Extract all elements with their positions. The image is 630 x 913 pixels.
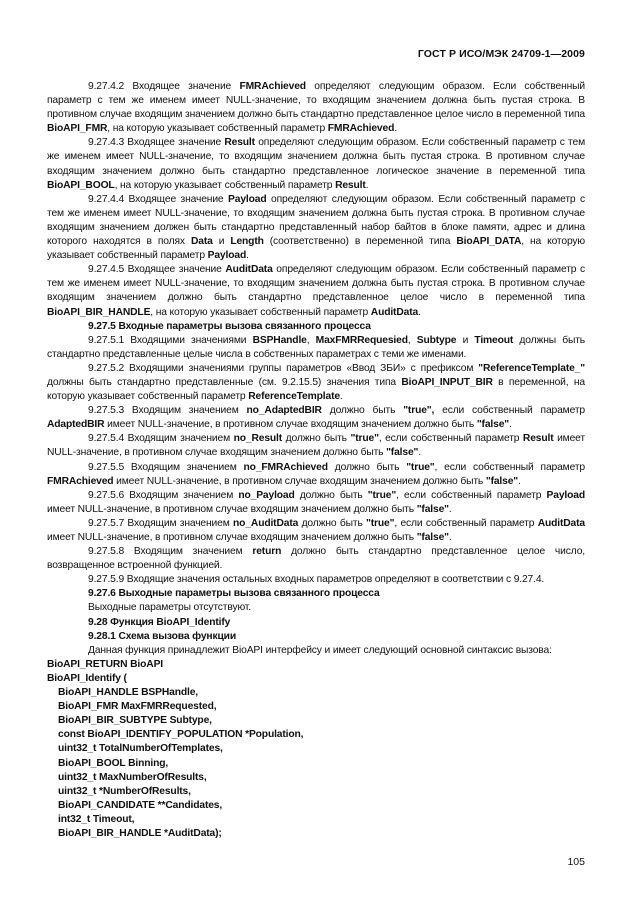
bold-text: AdaptedBIR xyxy=(47,419,105,431)
code-param-line: uint32_t *NumberOfResults, xyxy=(58,785,191,797)
text-run: 9.27.5.1 Входящими значениями xyxy=(88,334,253,346)
code-param-line: BioAPI_HANDLE BSPHandle, xyxy=(58,687,199,699)
bold-text: "true", xyxy=(403,405,435,417)
bold-text: "true" xyxy=(350,433,379,445)
paragraph xyxy=(47,545,585,573)
text-run: 9.27.5.7 Входящим значением xyxy=(88,517,234,529)
text-run: , если собственный параметр xyxy=(434,461,585,473)
paragraph xyxy=(47,630,585,644)
text-run: имеет NULL-значение, в противном случае входящим значением должно быть xyxy=(47,503,417,515)
text-run: и xyxy=(456,334,475,346)
code-param-line: BioAPI_BIR_HANDLE *AuditData); xyxy=(58,827,222,839)
text-run: Выходные параметры отсутствуют. xyxy=(88,602,251,614)
bold-text: Payload xyxy=(546,489,585,501)
text-run: . xyxy=(518,475,521,487)
text-run: определяют следующим образом. Если собственный параметр с тем же именем имеет NULL-значение, то входящим значением должна быть пустая строка. В противном случае входящим значением должно быть стандартно представленное целое число в переменной типа xyxy=(47,264,586,304)
bold-text: Result xyxy=(224,137,255,149)
paragraph xyxy=(47,432,585,460)
text-run: если собственный параметр xyxy=(434,405,585,417)
text-run: , xyxy=(407,334,417,346)
paragraph xyxy=(47,587,585,601)
text-run: имеет NULL-значение, в противном случае входящим значением должно быть xyxy=(47,433,585,459)
paragraph xyxy=(47,263,585,319)
paragraph xyxy=(47,517,585,545)
text-run: должно быть xyxy=(294,489,368,501)
paragraph xyxy=(47,80,585,136)
bold-text: "false" xyxy=(386,447,419,459)
text-run: . xyxy=(509,419,512,431)
bold-text: 9.27.6 Выходные параметры вызова связанного процесса xyxy=(88,588,380,600)
paragraph xyxy=(47,573,585,587)
text-run: 9.27.5.3 Входящим значением xyxy=(88,405,247,417)
text-run: должно быть xyxy=(298,517,367,529)
code-block xyxy=(47,658,585,841)
paragraph xyxy=(47,461,585,489)
paragraph xyxy=(47,644,585,658)
paragraph xyxy=(47,334,585,362)
bold-text: no_AdaptedBIR xyxy=(246,405,322,417)
text-run: , если собственный параметр xyxy=(378,433,523,445)
bold-text: BioAPI_DATA xyxy=(456,236,522,248)
text-run: . xyxy=(339,391,343,403)
text-run: определяют следующим образом. Если собственный параметр с тем же именем имеет NULL-значение, то входящим значением должна быть пустая строка. В противном случае входящим значением должно быть стандартно представленное целое число в переменной типа xyxy=(47,81,586,121)
text-run: . xyxy=(448,503,452,515)
text-run: в переменной, на которую указывает собственный параметр xyxy=(47,376,585,403)
bold-text: no_Result xyxy=(233,433,283,445)
paragraph xyxy=(47,320,585,334)
bold-text: "false" xyxy=(476,419,510,431)
text-run: , если собственный параметр xyxy=(394,517,538,529)
bold-text: "true" xyxy=(366,517,395,529)
bold-text: Length xyxy=(230,236,264,248)
text-run: должно быть xyxy=(321,405,404,417)
bold-text: 9.28 Функция BioAPI_Identify xyxy=(88,616,231,628)
paragraph xyxy=(47,601,585,615)
text-run: . xyxy=(418,447,421,459)
code-params xyxy=(47,686,585,841)
bold-text: AuditData xyxy=(370,306,419,318)
bold-text: Payload xyxy=(207,250,247,262)
text-run: имеет NULL-значение, в противном случае входящим значением должно быть xyxy=(47,532,417,543)
bold-text: Result xyxy=(522,433,554,445)
bold-text: Subtype xyxy=(416,334,457,346)
bold-text: 9.28.1 Схема вызова функции xyxy=(88,630,237,642)
text-run: . xyxy=(394,123,397,135)
bold-text: MaxFMRRequesied xyxy=(315,334,408,346)
bold-text: ReferenceTemplate xyxy=(248,391,340,403)
code-param-line: int32_t Timeout, xyxy=(58,813,135,825)
code-param-line: BioAPI_BOOL Binning, xyxy=(58,757,169,769)
text-run: . xyxy=(418,306,421,318)
paragraph-list xyxy=(47,80,585,658)
bold-text: Data xyxy=(190,236,213,248)
code-param-line: const BioAPI_IDENTIFY_POPULATION *Population, xyxy=(58,729,304,741)
code-param-line: uint32_t TotalNumberOfTemplates, xyxy=(58,743,223,755)
text-run: , на которую указывает собственный параметр xyxy=(150,306,371,318)
bold-text: FMRAchieved xyxy=(47,475,114,487)
text-run: должны быть стандартно представленные (см. 9.2.15.5) значения типа xyxy=(47,376,402,388)
page-number: 105 xyxy=(567,856,585,868)
text-run: 9.27.4.3 Входящее значение xyxy=(88,137,225,149)
code-param-line: BioAPI_FMR MaxFMRRequested, xyxy=(58,701,217,713)
bold-text: return xyxy=(252,546,282,558)
paragraph xyxy=(47,136,585,192)
text-run: 9.27.5.5 Входящим значением xyxy=(88,461,244,473)
paragraph xyxy=(47,362,585,404)
text-run: и xyxy=(212,236,231,248)
bold-text: 9.27.5 Входные параметры вызова связанного процесса xyxy=(88,320,371,332)
bold-text: BSPHandle xyxy=(252,334,307,346)
text-run: определяют следующим образом. Если собственный параметр с тем же именем имеет NULL-значение, то входящим значением должна быть пустая строка. В противном случае входящим значением должен быть стандартно представленный набор байтов в блоке памяти, адрес и длина которого находятся в полях xyxy=(47,193,585,248)
text-run: 9.27.5.8 Входящим значением xyxy=(88,546,253,558)
text-run: (соответственно) в переменной типа xyxy=(263,236,457,248)
bold-text: Payload xyxy=(228,193,267,205)
bold-text: AuditData xyxy=(537,517,585,529)
text-run: . xyxy=(246,250,249,262)
document-page xyxy=(47,0,585,913)
text-run: 9.27.5.2 Входящими значениями группы параметров «Ввод ЗБИ» с префиксом xyxy=(88,362,479,374)
text-run: 9.27.5.4 Входящим значением xyxy=(88,433,234,445)
bold-text: no_FMRAchieved xyxy=(243,461,328,473)
document-body xyxy=(47,80,585,841)
text-run: , на которую указывает собственный параметр xyxy=(47,236,585,262)
code-param-line: BioAPI_BIR_SUBTYPE Subtype, xyxy=(58,715,212,727)
text-run: . xyxy=(365,179,369,191)
code-line: BioAPI_Identify ( xyxy=(47,672,127,684)
bold-text: BioAPI_BIR_HANDLE xyxy=(47,306,151,318)
code-param-line: uint32_t MaxNumberOfResults, xyxy=(58,771,207,783)
text-run: , если собственный параметр xyxy=(396,489,547,501)
bold-text: Timeout xyxy=(474,334,514,346)
text-run: 9.27.4.4 Входящее значение xyxy=(88,193,229,205)
text-run: имеет NULL-значение, в противном случае входящим значением должно быть xyxy=(113,475,486,487)
text-run: должно быть xyxy=(327,461,407,473)
text-run: определяют следующим образом. Если собственный параметр с тем же именем имеет NULL-значение, то входящим значением должна быть пустая строка. В противном случае входящим значением должно быть стандартно представленное логическое значение в переменной типа xyxy=(47,137,586,177)
text-run: должно быть xyxy=(282,433,351,445)
text-run: Данная функция принадлежит BioAPI интерфейсу и имеет следующий основной синтаксис вызова: xyxy=(88,644,552,656)
text-run: , xyxy=(306,334,316,346)
bold-text: "true" xyxy=(367,489,397,501)
bold-text: "false" xyxy=(416,532,449,543)
text-run: . xyxy=(448,532,452,543)
text-run: 9.27.5.9 Входящие значения остальных входных параметров определяют в соответствии с 9.27.4. xyxy=(88,574,545,586)
text-run: , на которую указывает собственный параметр xyxy=(114,179,336,191)
bold-text: no_AuditData xyxy=(233,517,299,529)
bold-text: no_Payload xyxy=(238,489,295,501)
paragraph xyxy=(47,404,585,432)
text-run: должно быть стандартно представленное целое число, возвращенное встроенной функцией. xyxy=(47,546,585,572)
bold-text: "true" xyxy=(406,461,435,473)
bold-text: FMRAchieved xyxy=(327,123,395,135)
bold-text: AuditData xyxy=(225,264,273,276)
paragraph xyxy=(47,489,585,517)
bold-text: BioAPI_BOOL xyxy=(47,179,115,191)
text-run: 9.27.4.5 Входящее значение xyxy=(88,264,226,276)
text-run: 9.27.5.6 Входящим значением xyxy=(88,489,239,501)
code-param-line: BioAPI_CANDIDATE **Candidates, xyxy=(58,799,223,811)
bold-text: "false" xyxy=(416,503,449,515)
paragraph xyxy=(47,616,585,630)
paragraph xyxy=(47,193,585,263)
bold-text: BioAPI_INPUT_BIR xyxy=(401,376,493,388)
bold-text: Result xyxy=(335,179,366,191)
text-run: имеет NULL-значение, в противном случае входящим значением должно быть xyxy=(104,419,477,431)
bold-text: BioAPI_FMR xyxy=(47,123,108,135)
bold-text: "ReferenceTemplate_" xyxy=(478,362,585,374)
bold-text: FMRAchieved xyxy=(239,81,306,92)
code-line: BioAPI_RETURN BioAPI xyxy=(47,658,163,670)
text-run: 9.27.4.2 Входящее значение xyxy=(88,81,240,92)
page-header: ГОСТ Р ИСО/МЭК 24709-1—2009 xyxy=(417,48,585,60)
text-run: , на которую указывает собственный параметр xyxy=(107,123,328,135)
bold-text: "false" xyxy=(485,475,519,487)
text-run: должны быть стандартно представленные целые числа в собственных параметрах с теми же именами. xyxy=(47,334,586,360)
